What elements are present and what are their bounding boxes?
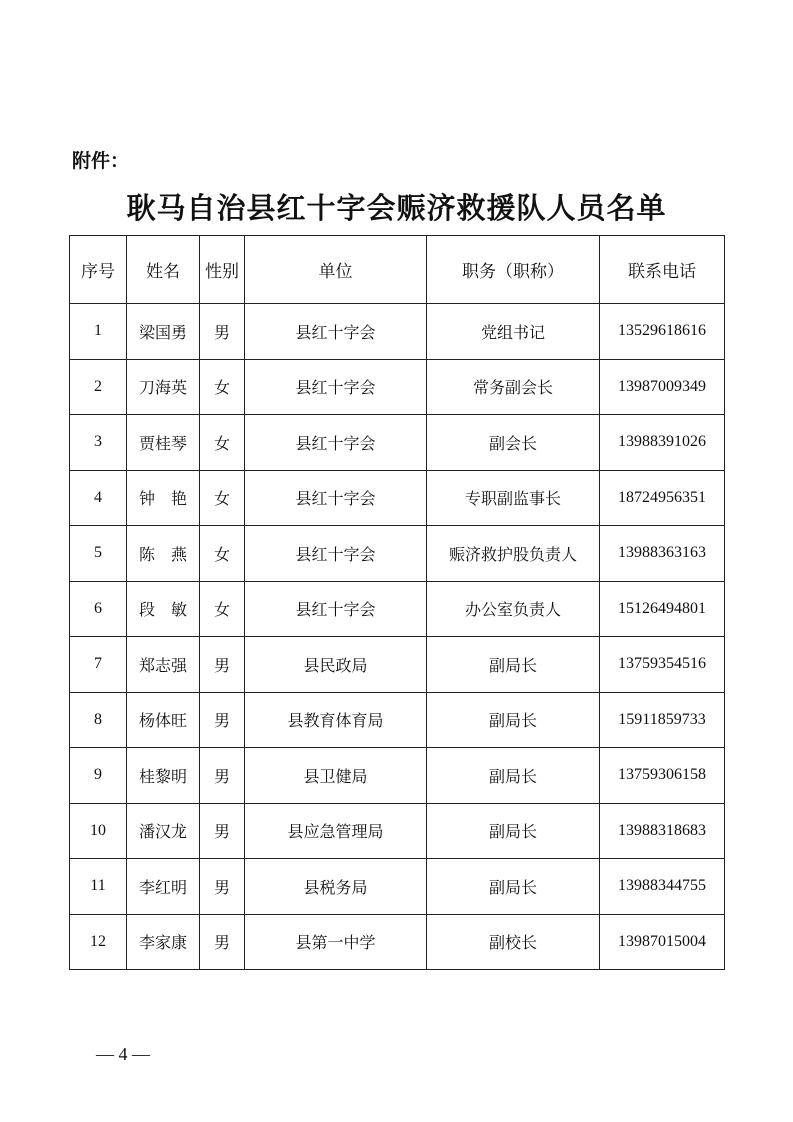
cell-unit: 县第一中学 xyxy=(245,914,427,970)
roster-table xyxy=(69,235,725,970)
cell-index: 5 xyxy=(70,526,127,582)
table-row xyxy=(70,914,725,970)
cell-index: 9 xyxy=(70,748,127,804)
cell-position: 副局长 xyxy=(427,692,600,748)
cell-name: 刀海英 xyxy=(127,359,200,415)
table-header-row xyxy=(70,236,725,304)
table-row xyxy=(70,637,725,693)
cell-phone: 13529618616 xyxy=(600,304,725,360)
cell-index: 8 xyxy=(70,692,127,748)
cell-gender: 男 xyxy=(200,304,245,360)
table-row xyxy=(70,859,725,915)
cell-position: 党组书记 xyxy=(427,304,600,360)
cell-phone: 15126494801 xyxy=(600,581,725,637)
cell-position: 副会长 xyxy=(427,415,600,471)
table-row xyxy=(70,304,725,360)
cell-phone: 13988391026 xyxy=(600,415,725,471)
cell-name: 贾桂琴 xyxy=(127,415,200,471)
table-row xyxy=(70,748,725,804)
cell-gender: 男 xyxy=(200,803,245,859)
cell-gender: 男 xyxy=(200,637,245,693)
cell-phone: 13759306158 xyxy=(600,748,725,804)
attachment-label: 附件： xyxy=(72,150,130,172)
cell-phone: 15911859733 xyxy=(600,692,725,748)
cell-position: 副局长 xyxy=(427,748,600,804)
header-index: 序号 xyxy=(70,236,127,304)
cell-unit: 县红十字会 xyxy=(245,415,427,471)
cell-index: 3 xyxy=(70,415,127,471)
cell-unit: 县卫健局 xyxy=(245,748,427,804)
header-unit: 单位 xyxy=(245,236,427,304)
cell-gender: 女 xyxy=(200,415,245,471)
cell-unit: 县民政局 xyxy=(245,637,427,693)
cell-gender: 女 xyxy=(200,470,245,526)
cell-gender: 女 xyxy=(200,581,245,637)
cell-gender: 男 xyxy=(200,692,245,748)
table-row xyxy=(70,359,725,415)
table-row xyxy=(70,581,725,637)
cell-unit: 县应急管理局 xyxy=(245,803,427,859)
cell-index: 2 xyxy=(70,359,127,415)
cell-gender: 男 xyxy=(200,859,245,915)
table-row xyxy=(70,692,725,748)
cell-unit: 县红十字会 xyxy=(245,359,427,415)
cell-index: 4 xyxy=(70,470,127,526)
document-title: 耿马自治县红十字会赈济救援队人员名单 xyxy=(126,191,667,225)
cell-index: 12 xyxy=(70,914,127,970)
cell-position: 专职副监事长 xyxy=(427,470,600,526)
cell-position: 办公室负责人 xyxy=(427,581,600,637)
header-name: 姓名 xyxy=(127,236,200,304)
cell-index: 11 xyxy=(70,859,127,915)
cell-position: 常务副会长 xyxy=(427,359,600,415)
cell-unit: 县红十字会 xyxy=(245,581,427,637)
cell-name: 段 敏 xyxy=(127,581,200,637)
page-number: — 4 — xyxy=(96,1044,150,1064)
cell-phone: 13759354516 xyxy=(600,637,725,693)
cell-phone: 13988344755 xyxy=(600,859,725,915)
cell-name: 李红明 xyxy=(127,859,200,915)
cell-phone: 13988318683 xyxy=(600,803,725,859)
cell-unit: 县红十字会 xyxy=(245,470,427,526)
cell-gender: 男 xyxy=(200,748,245,804)
cell-name: 潘汉龙 xyxy=(127,803,200,859)
table-row xyxy=(70,526,725,582)
cell-index: 6 xyxy=(70,581,127,637)
cell-position: 副局长 xyxy=(427,637,600,693)
cell-index: 7 xyxy=(70,637,127,693)
cell-unit: 县教育体育局 xyxy=(245,692,427,748)
cell-index: 1 xyxy=(70,304,127,360)
cell-gender: 女 xyxy=(200,526,245,582)
cell-phone: 13987015004 xyxy=(600,914,725,970)
cell-unit: 县税务局 xyxy=(245,859,427,915)
table-row xyxy=(70,415,725,471)
header-gender: 性别 xyxy=(200,236,245,304)
cell-phone: 13987009349 xyxy=(600,359,725,415)
table-row xyxy=(70,470,725,526)
cell-unit: 县红十字会 xyxy=(245,526,427,582)
cell-gender: 男 xyxy=(200,914,245,970)
cell-unit: 县红十字会 xyxy=(245,304,427,360)
cell-name: 陈 燕 xyxy=(127,526,200,582)
cell-name: 桂黎明 xyxy=(127,748,200,804)
cell-index: 10 xyxy=(70,803,127,859)
cell-phone: 13988363163 xyxy=(600,526,725,582)
cell-position: 赈济救护股负责人 xyxy=(427,526,600,582)
cell-name: 郑志强 xyxy=(127,637,200,693)
header-position: 职务（职称） xyxy=(427,236,600,304)
table-row xyxy=(70,803,725,859)
cell-position: 副校长 xyxy=(427,914,600,970)
cell-position: 副局长 xyxy=(427,803,600,859)
cell-phone: 18724956351 xyxy=(600,470,725,526)
header-phone: 联系电话 xyxy=(600,236,725,304)
cell-gender: 女 xyxy=(200,359,245,415)
cell-position: 副局长 xyxy=(427,859,600,915)
cell-name: 梁国勇 xyxy=(127,304,200,360)
cell-name: 李家康 xyxy=(127,914,200,970)
cell-name: 钟 艳 xyxy=(127,470,200,526)
cell-name: 杨体旺 xyxy=(127,692,200,748)
